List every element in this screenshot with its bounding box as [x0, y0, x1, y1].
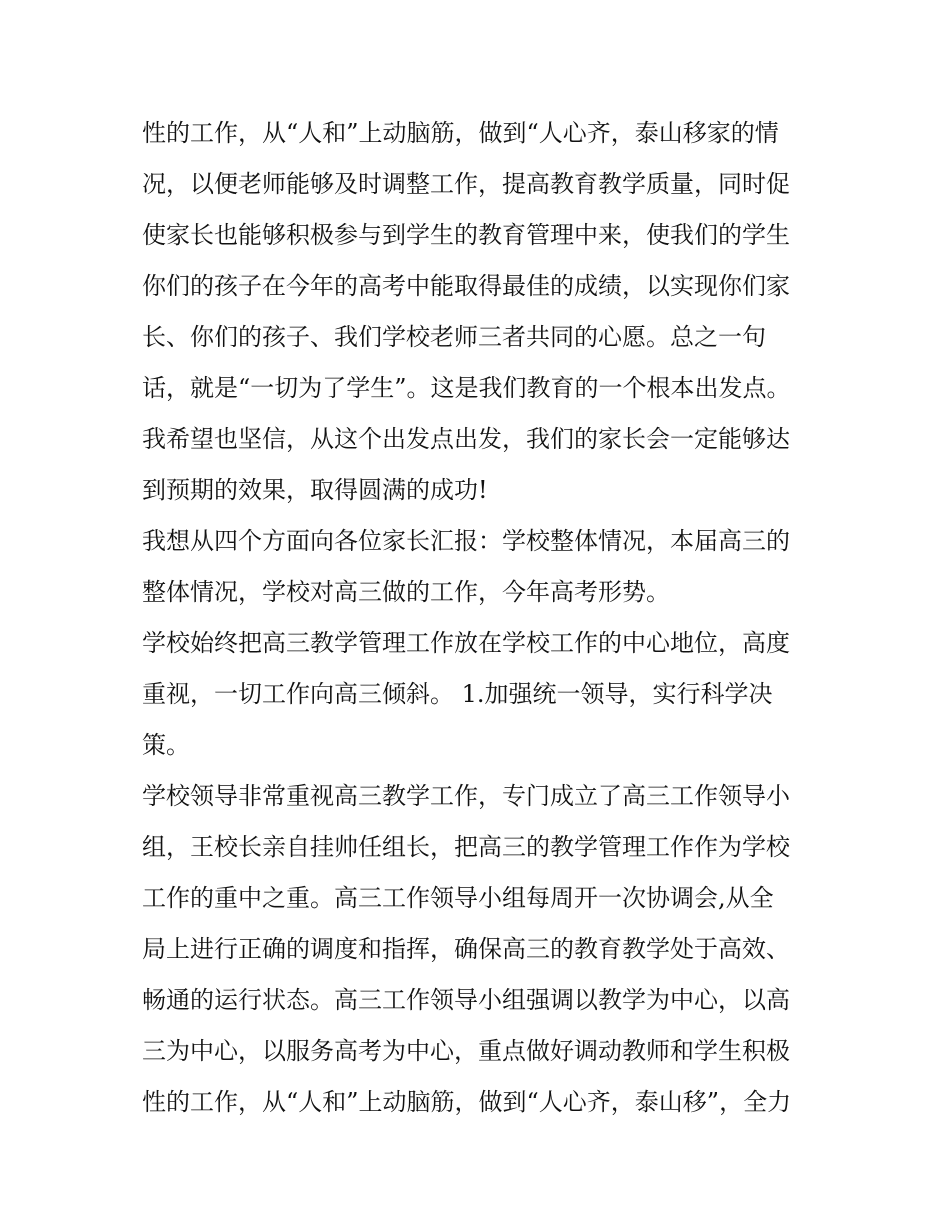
text-line: 性的工作，从“人和”上动脑筋，做到“人心齐，泰山移家的情: [142, 119, 779, 147]
text-line: 三为中心，以服务高考为中心，重点做好调动教师和学生积极: [142, 1037, 790, 1065]
text-line: 组，王校长亲自挂帅任组长，把高三的教学管理工作作为学校: [142, 833, 790, 861]
text-line: 学校始终把高三教学管理工作放在学校工作的中心地位，高度: [142, 629, 790, 657]
text-line: 性的工作，从“人和”上动脑筋，做到“人心齐，泰山移”，全力: [142, 1088, 792, 1116]
text-line: 我希望也坚信，从这个出发点出发，我们的家长会一定能够达: [142, 425, 790, 453]
text-line: 我想从四个方面向各位家长汇报：学校整体情况，本届高三的: [142, 527, 790, 555]
text-line: 到预期的效果，取得圆满的成功!: [142, 476, 488, 504]
text-line: 重视，一切工作向高三倾斜。 1.加强统一领导，实行科学决: [142, 680, 773, 708]
text-line: 你们的孩子在今年的高考中能取得最佳的成绩，以实现你们家: [142, 272, 790, 300]
text-line: 局上进行正确的调度和指挥，确保高三的教育教学处于高效、: [142, 935, 790, 963]
text-line: 畅通的运行状态。高三工作领导小组强调以教学为中心，以高: [142, 986, 790, 1014]
document-body: [142, 108, 814, 1128]
text-line: 使家长也能够积极参与到学生的教育管理中来，使我们的学生: [142, 221, 790, 249]
text-line: 话，就是“一切为了学生”。这是我们教育的一个根本出发点。: [142, 374, 791, 402]
text-line: 长、你们的孩子、我们学校老师三者共同的心愿。总之一句: [142, 323, 766, 351]
text-line: 策。: [142, 731, 190, 759]
text-line: 工作的重中之重。高三工作领导小组每周开一次协调会,从全: [142, 884, 774, 912]
text-line: 整体情况，学校对高三做的工作，今年高考形势。: [142, 578, 670, 606]
text-line: 况，以便老师能够及时调整工作，提高教育教学质量，同时促: [142, 170, 790, 198]
text-line: 学校领导非常重视高三教学工作，专门成立了高三工作领导小: [142, 782, 790, 810]
